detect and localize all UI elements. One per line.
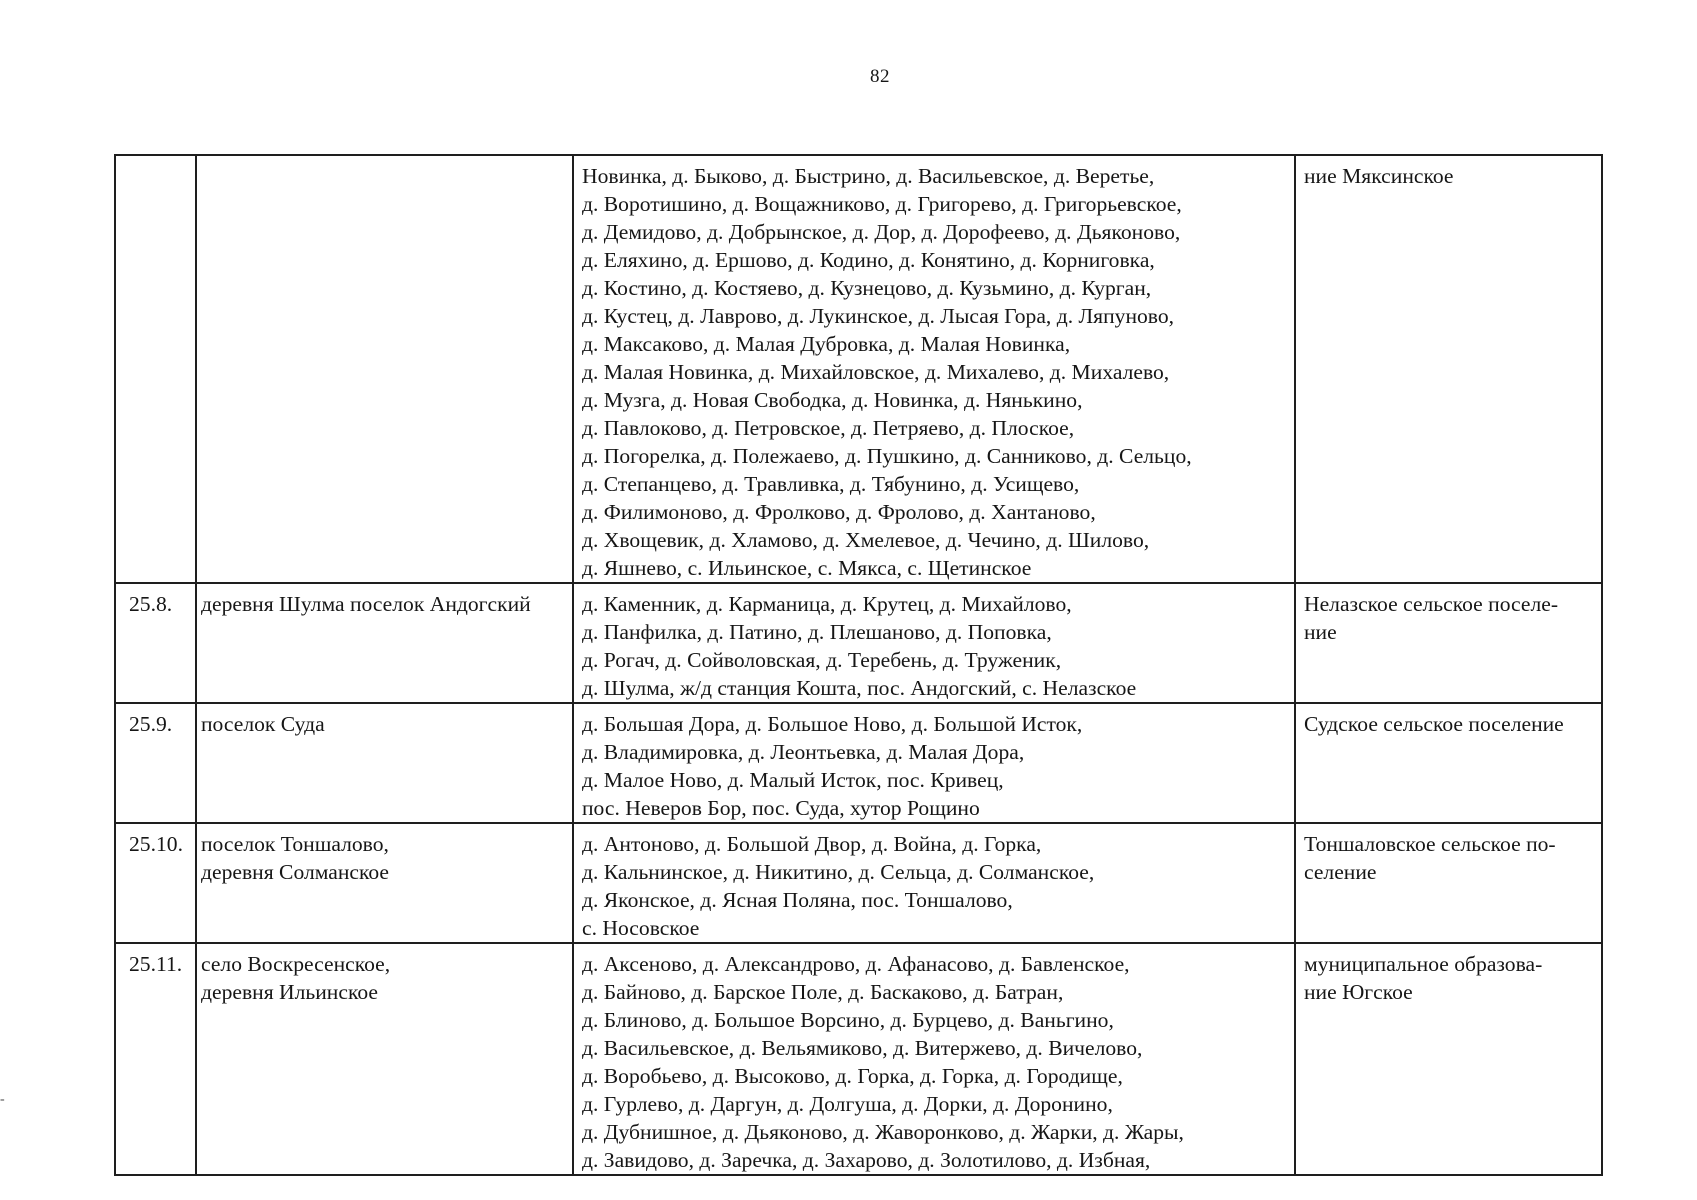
- settlements-cell: [573, 703, 1295, 823]
- table-row: [115, 823, 1602, 943]
- settlements-cell: [573, 155, 1295, 583]
- settlement-line: д. Кустец, д. Лаврово, д. Лукинское, д. Лысая Гора, д. Ляпуново,: [582, 304, 1175, 328]
- municipality-cell: Нелазское сельское поселе- ние: [1295, 583, 1602, 703]
- settlement-line: д. Хвощевик, д. Хламово, д. Хмелевое, д. Чечино, д. Шилово,: [582, 528, 1150, 552]
- row-number-cell: 25.11.: [115, 943, 196, 1175]
- admin-center-cell: село Воскресенское, деревня Ильинское: [196, 943, 573, 1175]
- settlement-line: д. Каменник, д. Карманица, д. Крутец, д. Михайлово,: [582, 592, 1072, 616]
- table-row: [115, 943, 1602, 1175]
- table-body: [115, 155, 1602, 1175]
- admin-center-cell: поселок Тоншалово, деревня Солманское: [196, 823, 573, 943]
- settlement-line: д. Рогач, д. Сойволовская, д. Теребень, д. Труженик,: [582, 648, 1062, 672]
- settlement-line: д. Большая Дора, д. Большое Ново, д. Большой Исток,: [582, 712, 1083, 736]
- row-number-cell: [115, 155, 196, 583]
- municipality-cell: ние Мяксинское: [1295, 155, 1602, 583]
- settlements-cell: [573, 583, 1295, 703]
- settlement-line: д. Кальнинское, д. Никитино, д. Сельца, д. Солманское,: [582, 860, 1095, 884]
- settlement-line: д. Костино, д. Костяево, д. Кузнецово, д. Кузьмино, д. Курган,: [582, 276, 1152, 300]
- settlement-line: д. Завидово, д. Заречка, д. Захарово, д. Золотилово, д. Избная,: [582, 1148, 1151, 1172]
- settlement-line: д. Максаково, д. Малая Дубровка, д. Малая Новинка,: [582, 332, 1071, 356]
- settlement-line: д. Малая Новинка, д. Михайловское, д. Михалево, д. Михалево,: [582, 360, 1170, 384]
- admin-center-cell: [196, 155, 573, 583]
- page-number: 82: [870, 66, 890, 87]
- settlement-line: д. Васильевское, д. Вельямиково, д. Витержево, д. Вичелово,: [582, 1036, 1143, 1060]
- settlements-cell: [573, 823, 1295, 943]
- admin-center-cell: деревня Шулма поселок Андогский: [196, 583, 573, 703]
- municipality-cell: Судское сельское поселение: [1295, 703, 1602, 823]
- settlement-line: Новинка, д. Быково, д. Быстрино, д. Васильевское, д. Веретье,: [582, 164, 1155, 188]
- settlement-line: д. Воротишино, д. Вощажниково, д. Григорево, д. Григорьевское,: [582, 192, 1182, 216]
- settlement-line: д. Панфилка, д. Патино, д. Плешаново, д. Поповка,: [582, 620, 1052, 644]
- admin-center-cell: поселок Суда: [196, 703, 573, 823]
- table-row: [115, 155, 1602, 583]
- settlement-line: д. Павлоково, д. Петровское, д. Петряево, д. Плоское,: [582, 416, 1075, 440]
- settlement-line: д. Яшнево, с. Ильинское, с. Мякса, с. Щетинское: [582, 556, 1032, 580]
- settlement-line: с. Носовское: [582, 916, 700, 940]
- settlement-line: д. Воробьево, д. Высоково, д. Горка, д. Горка, д. Городище,: [582, 1064, 1123, 1088]
- settlement-line: д. Степанцево, д. Травливка, д. Тябунино, д. Усищево,: [582, 472, 1080, 496]
- settlement-line: д. Байново, д. Барское Поле, д. Баскаково, д. Батран,: [582, 980, 1064, 1004]
- settlements-cell: [573, 943, 1295, 1175]
- settlement-line: д. Еляхино, д. Ершово, д. Кодино, д. Конятино, д. Корниговка,: [582, 248, 1155, 272]
- settlement-line: д. Яконское, д. Ясная Поляна, пос. Тоншалово,: [582, 888, 1013, 912]
- scan-margin-marks: -: [0, 1092, 5, 1107]
- settlement-line: д. Музга, д. Новая Свободка, д. Новинка, д. Нянькино,: [582, 388, 1083, 412]
- settlement-line: д. Антоново, д. Большой Двор, д. Война, д. Горка,: [582, 832, 1042, 856]
- settlement-line: д. Шулма, ж/д станция Кошта, пос. Андогский, с. Нелазское: [582, 676, 1137, 700]
- table-row: [115, 703, 1602, 823]
- row-number-cell: 25.10.: [115, 823, 196, 943]
- row-number-cell: 25.9.: [115, 703, 196, 823]
- settlement-line: д. Аксеново, д. Александрово, д. Афанасово, д. Бавленское,: [582, 952, 1130, 976]
- settlement-line: д. Малое Ново, д. Малый Исток, пос. Кривец,: [582, 768, 1004, 792]
- municipality-cell: Тоншаловское сельское по- селение: [1295, 823, 1602, 943]
- settlements-table: [114, 154, 1603, 1176]
- settlement-line: д. Филимоново, д. Фролково, д. Фролово, д. Хантаново,: [582, 500, 1096, 524]
- table-row: [115, 583, 1602, 703]
- settlement-line: д. Погорелка, д. Полежаево, д. Пушкино, д. Санниково, д. Сельцо,: [582, 444, 1192, 468]
- municipality-cell: муниципальное образова- ние Югское: [1295, 943, 1602, 1175]
- settlement-line: д. Дубнишное, д. Дьяконово, д. Жаворонково, д. Жарки, д. Жары,: [582, 1120, 1184, 1144]
- row-number-cell: 25.8.: [115, 583, 196, 703]
- settlement-line: д. Владимировка, д. Леонтьевка, д. Малая Дора,: [582, 740, 1025, 764]
- settlement-line: д. Демидово, д. Добрынское, д. Дор, д. Дорофеево, д. Дьяконово,: [582, 220, 1181, 244]
- settlement-line: д. Блиново, д. Большое Ворсино, д. Бурцево, д. Ваньгино,: [582, 1008, 1114, 1032]
- settlement-line: пос. Неверов Бор, пос. Суда, хутор Рощино: [582, 796, 980, 820]
- settlement-line: д. Гурлево, д. Даргун, д. Долгуша, д. Дорки, д. Доронино,: [582, 1092, 1113, 1116]
